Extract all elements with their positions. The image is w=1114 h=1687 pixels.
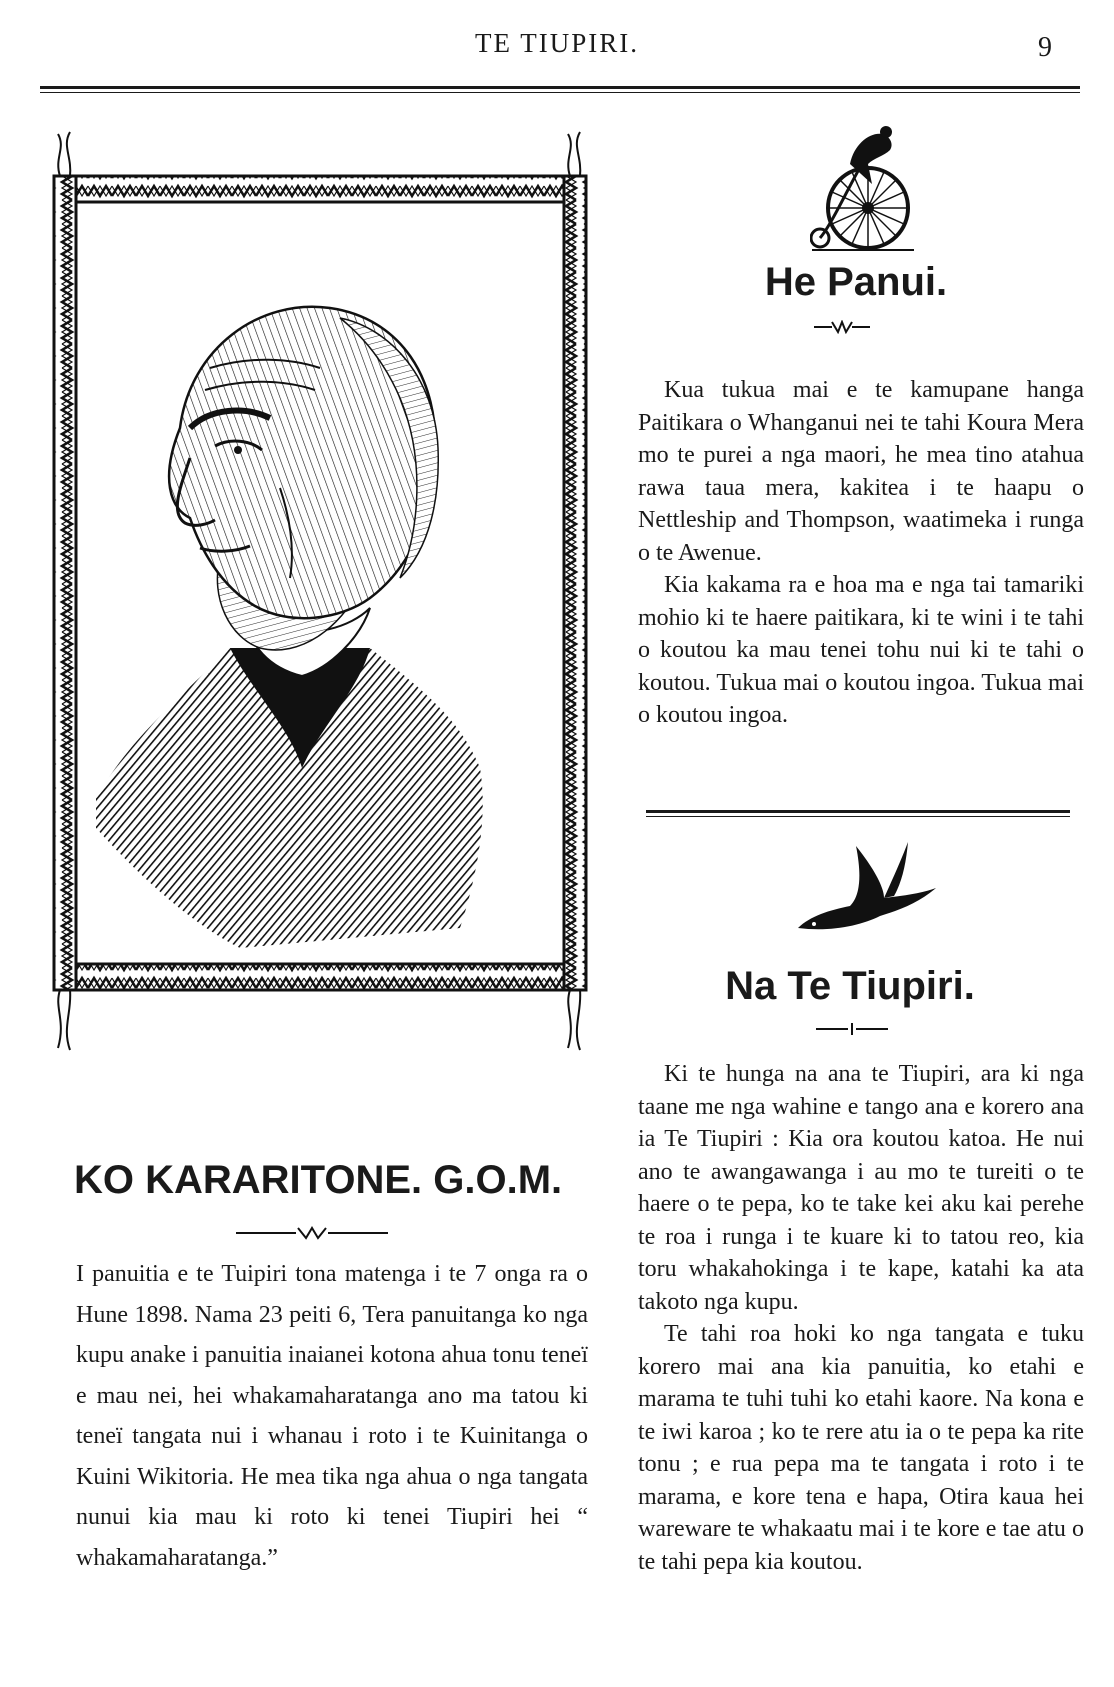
portrait-engraving	[40, 128, 600, 1088]
ornamental-divider-icon	[816, 1022, 888, 1036]
section-rule-thin	[646, 816, 1070, 817]
header-rule-thin	[40, 92, 1080, 93]
na-te-tiupiri-heading: Na Te Tiupiri.	[725, 964, 975, 1008]
ornamental-divider-icon	[814, 320, 870, 334]
portrait-frame	[40, 128, 600, 1088]
he-panui-body	[638, 374, 1084, 732]
na-te-tiupiri-paragraph-1: Ki te hunga na ana te Tiupiri, ara ki nga taane me nga wahine e tango ana e korero ana ia Te Tiupiri : Kia ora koutou katoa. He nui ano te awangawanga i au mo te tureiti o te haere o te pepa, ko te take kei aku kai perehe te roa i runga i te kuare ki to tatou reo, kia toru whakahokinga i te kape, katahi ka ata takoto nga kupu.	[638, 1061, 1084, 1315]
he-panui-paragraph-1: Kua tukua mai e te kamupane hanga Paitikara o Whanganui nei te tahi Koura Mera mo te purei a nga maori, he mea tino atahua rawa taua mera, kakitea i te haapu o Nettleship and Thompson, waatimeka i runga o te Awenue.	[638, 377, 1084, 566]
page-number: 9	[1038, 32, 1052, 63]
header-rule	[40, 86, 1080, 89]
he-panui-heading: He Panui.	[764, 260, 948, 304]
running-title: TE TIUPIRI.	[475, 28, 639, 58]
na-te-tiupiri-body	[638, 1058, 1084, 1578]
penny-farthing-icon	[810, 124, 916, 254]
portrait-notice-paragraph: I panuitia e te Tuipiri tona matenga i te 7 onga ra o Hune 1898. Nama 23 peiti 6, Tera panuitanga ko nga kupu anake i panuitia inaianei kotona ahua tonu teneï e mau nei, hei whakamaharatanga ano ma tatou ki teneï tangata nui i whanau i roto i te Kuinitanga o Kuini Wikitoria. He mea tika nga ahua o nga tangata nunui kia mau ki roto ki tenei Tiupiri hei “ whakamaharatanga.”	[76, 1261, 588, 1571]
na-te-tiupiri-paragraph-2: Te tahi roa hoki ko nga tangata e tuku korero mai ana kia panuitia, ko etahi e marama te tuhi tuhi ko etahi kaore. Na kona e te iwi karoa ; ko te rere atu ia o te pepa ka rite tonu ; e rua pepa ma te tangata i roto i te marama, e kore tena e hapa, Otira kaua hei wareware te whakaatu mai i te kore e tae atu o te tahi pepa kia koutou.	[638, 1321, 1084, 1575]
section-rule	[646, 810, 1070, 813]
ornamental-divider-icon	[236, 1226, 388, 1240]
portrait-caption: KO KARARITONE. G.O.M.	[74, 1158, 563, 1202]
swallow-bird-icon	[790, 836, 940, 940]
he-panui-paragraph-2: Kia kakama ra e hoa ma e nga tai tamariki mohio ki te haere paitikara, ki te wini i te tahi o koutou ka mau tenei tohu nui ki te tahi o koutou. Tukua mai o koutou ingoa. Tukua mai o koutou ingoa.	[638, 572, 1084, 728]
